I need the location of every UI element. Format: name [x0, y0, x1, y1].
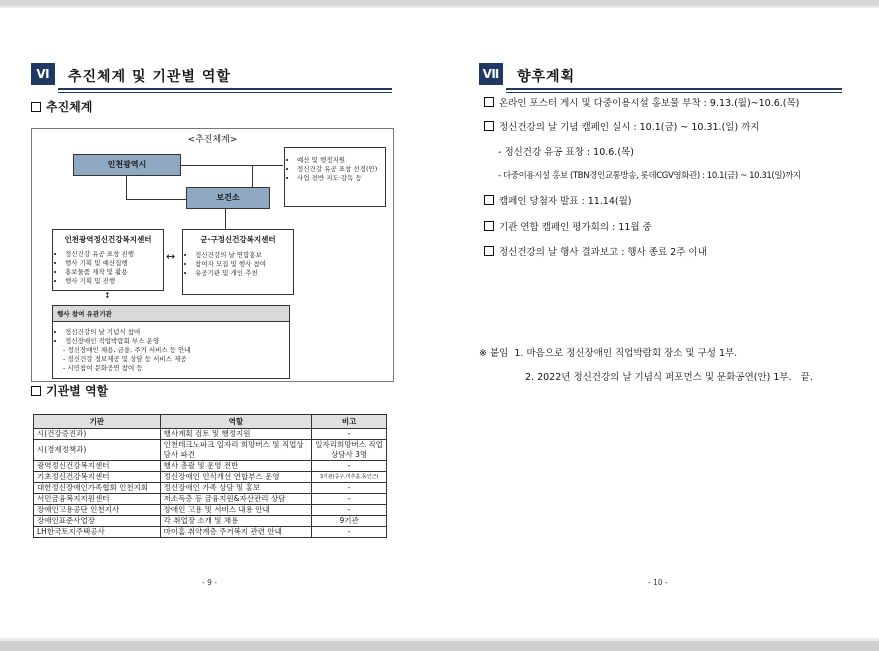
section-underline — [58, 88, 392, 90]
duty-item: • 행사 기획 및 예산집행 — [65, 259, 163, 268]
section-number: Ⅶ — [479, 63, 503, 85]
checkbox-square-icon — [31, 102, 41, 112]
table-row — [34, 429, 387, 440]
plan-subitem: - 다중이용시설 홍보 (TBN경인교통방송, 롯데CGV영화관) : 10.1(금) ~ 10.31(일)까지 — [498, 171, 801, 181]
checkbox-square-icon — [484, 246, 494, 256]
section-underline-thin — [506, 92, 842, 93]
table-cell: - — [312, 461, 387, 472]
page-number-left: - 9 - — [202, 578, 217, 587]
checkbox-square-icon — [484, 221, 494, 231]
plan-item: 기관 연합 캠페인 평가회의 : 11월 중 — [484, 219, 652, 233]
table-row — [34, 472, 387, 483]
subsection-heading-roles: 기관별 역할 — [31, 382, 108, 399]
duty-item: • 정신건강 유공 표창 진행 — [65, 250, 163, 259]
bidirectional-arrow-icon: ↔ — [166, 250, 176, 263]
section-underline-thin — [58, 92, 392, 93]
section-number: Ⅵ — [31, 63, 55, 85]
table-cell: 3기관(중구,미추홀,동인근) — [312, 472, 387, 483]
checkbox-square-icon — [484, 195, 494, 205]
section-title: 향후계획 — [517, 69, 576, 85]
table-row — [34, 516, 387, 527]
org-chart-caption: <추진체계> — [187, 135, 238, 145]
org-district-center-title: 군·구정신건강복지센터 — [200, 235, 276, 244]
table-cell: 9기관 — [312, 516, 387, 527]
table-cell: 정신장애인 인식개선 연합부스 운영 — [160, 472, 312, 483]
table-cell: 마이홈 취약계층 주거복지 관련 안내 — [160, 527, 312, 538]
connector-line — [126, 199, 186, 200]
table-cell: 서민금융복지지원센터 — [34, 494, 161, 505]
table-cell: 기초정신건강복지센터 — [34, 472, 161, 483]
org-incheon-tasks — [284, 147, 386, 207]
table-cell: LH한국토지주택공사 — [34, 527, 161, 538]
table-cell: 시(경제정책과) — [34, 440, 161, 461]
plan-item: 온라인 포스터 게시 및 다중이용시설 홍보물 부착 : 9.13.(월)~10.6.(목) — [484, 95, 799, 109]
checkbox-square-icon — [484, 121, 494, 131]
plan-item: 정신건강의 날 행사 결과보고 : 행사 종료 2주 이내 — [484, 244, 707, 258]
table-cell: 장애인 고용 및 서비스 내용 안내 — [160, 505, 312, 516]
table-cell: - — [312, 505, 387, 516]
table-cell: 일자리희망버스 직업상담사 3명 — [312, 440, 387, 461]
table-header-row — [34, 415, 387, 429]
table-row — [34, 505, 387, 516]
table-row — [34, 494, 387, 505]
connector-line — [252, 165, 253, 187]
table-header: 비고 — [312, 415, 387, 429]
duty-item: • 홍보물품 제작 및 활용 — [65, 268, 163, 277]
org-metro-center-title: 인천광역정신건강복지센터 — [64, 235, 152, 244]
end-mark: 끝. — [800, 372, 813, 383]
table-cell: - — [312, 527, 387, 538]
partner-item: • 정신장애인 직업박람회 부스 운영 — [65, 337, 289, 346]
org-partner-title: 행사 참여 유관기관 — [53, 306, 289, 322]
table-cell: 광역정신건강복지센터 — [34, 461, 161, 472]
connector-line — [181, 165, 283, 166]
task-item: • 예산 및 행정지원 — [297, 156, 385, 165]
table-cell: 장애인표준사업장 — [34, 516, 161, 527]
table-cell: - — [312, 494, 387, 505]
org-metro-center — [52, 229, 164, 291]
attachment-line-2 — [525, 369, 813, 383]
viewer-bottom-bar — [0, 641, 879, 651]
plan-item: 정신건강의 날 기념 캠페인 실시 : 10.1(금) ~ 10.31.(일) 까지 — [484, 119, 760, 133]
document-spread — [0, 8, 879, 638]
table-cell: - — [312, 483, 387, 494]
roles-table — [33, 414, 387, 538]
table-row — [34, 483, 387, 494]
table-cell: 행사계획 검토 및 행정지원 — [160, 429, 312, 440]
table-cell: 인천테크노파크 일자리 희망버스 및 직업상담사 파견 — [160, 440, 312, 461]
vertical-arrow-icon: ↕ — [104, 291, 111, 300]
section-title: 추진체계 및 기관별 역할 — [68, 69, 231, 85]
table-row — [34, 527, 387, 538]
table-row — [34, 440, 387, 461]
partner-subitem: - 정신건강 정보제공 및 상담 등 서비스 제공 — [63, 355, 187, 363]
table-cell: 장애인고용공단 인천지사 — [34, 505, 161, 516]
partner-subitem: - 시민참여 문화공연 참여 등 — [63, 364, 143, 372]
duty-item: • 참여자 모집 및 행사 참여 — [195, 260, 293, 269]
task-item: • 사업 전반 지도·감독 등 — [297, 174, 385, 183]
section-underline — [506, 88, 842, 90]
table-header: 기관 — [34, 415, 161, 429]
table-cell: 대한정신장애인가족협회 인천지회 — [34, 483, 161, 494]
table-cell: 행사 총괄 및 운영 전반 — [160, 461, 312, 472]
plan-item: 캠페인 당첨자 발표 : 11.14(월) — [484, 193, 631, 207]
page-number-right: - 10 - — [648, 578, 668, 587]
checkbox-square-icon — [31, 386, 41, 396]
attachment-mark: ※ 붙임 — [479, 348, 509, 359]
org-district-center — [182, 229, 294, 295]
task-item: • 정신건강 유공 표창 선정(안) — [297, 165, 385, 174]
org-incheon-city: 인천광역시 — [73, 154, 181, 176]
subsection-heading-system: 추진체계 — [31, 98, 92, 115]
checkbox-square-icon — [484, 97, 494, 107]
plan-subitem: - 정신건강 유공 표창 : 10.6.(목) — [498, 147, 634, 158]
org-chart — [31, 128, 394, 382]
org-health-center: 보건소 — [186, 187, 270, 209]
table-header: 역할 — [160, 415, 312, 429]
table-cell: 정신장애인 가족 상담 및 홍보 — [160, 483, 312, 494]
connector-line — [126, 176, 127, 199]
duty-item: • 유공기관 및 개인 추천 — [195, 269, 293, 278]
duty-item: • 정신건강의 날 연합홍보 — [195, 251, 293, 260]
partner-item: • 정신건강의 날 기념식 참여 — [65, 328, 289, 337]
partner-subitem: - 정신장애인 채용, 금융, 주거 서비스 등 안내 — [63, 346, 191, 354]
duty-item: • 행사 기획 및 진행 — [65, 277, 163, 286]
table-cell: 저소득층 등 금융지원&자산관리 상담 — [160, 494, 312, 505]
attachment-text: 2. 2022년 정신건강의 날 기념식 퍼포먼스 및 문화공연(안) 1부. — [525, 372, 792, 383]
viewer-top-bar — [0, 0, 879, 6]
attachment-text: 1. 마음으로 정신장애인 직업박람회 장소 및 구성 1부. — [514, 348, 738, 359]
table-row — [34, 461, 387, 472]
attachment-line-1 — [479, 345, 737, 359]
table-cell: 각 취업장 소개 및 채용 — [160, 516, 312, 527]
table-cell: - — [312, 429, 387, 440]
org-partner-agencies — [52, 305, 290, 379]
table-cell: 시(건강증진과) — [34, 429, 161, 440]
